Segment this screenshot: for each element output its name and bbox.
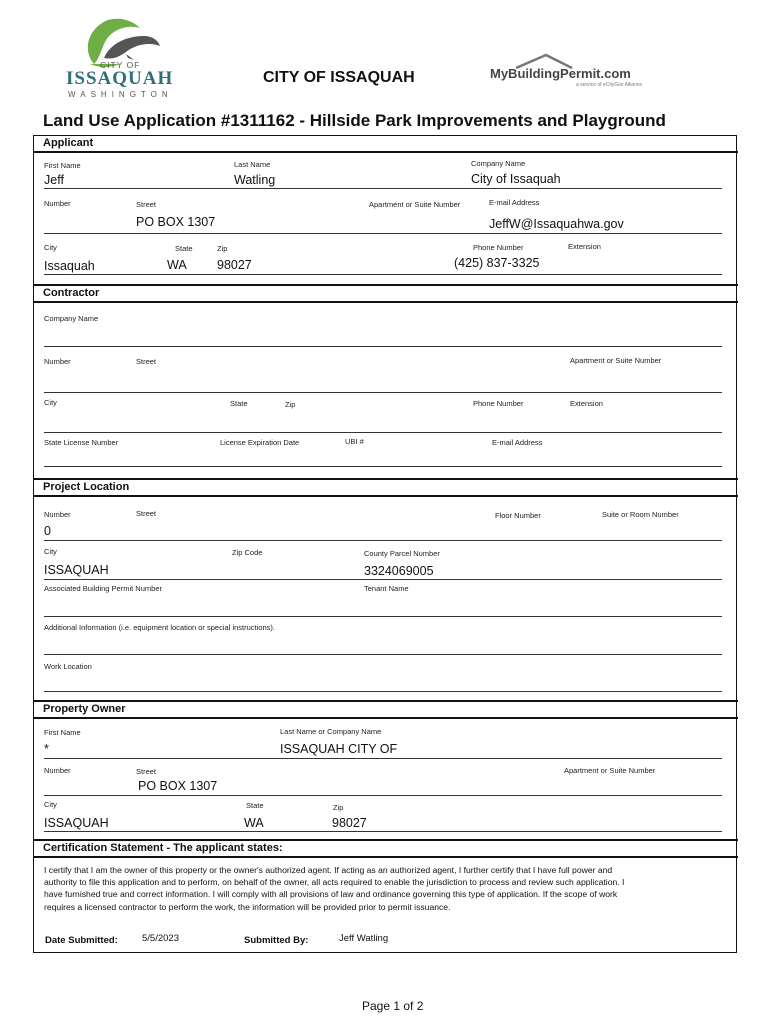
divider [34, 700, 738, 702]
underline [44, 758, 722, 759]
divider [34, 284, 738, 286]
mybuildingpermit-logo [490, 52, 660, 88]
location-work-location-label: Work Location [44, 662, 92, 671]
owner-first-name-label: First Name [44, 728, 81, 737]
applicant-zip: 98027 [217, 258, 252, 272]
applicant-first-name: Jeff [44, 173, 64, 187]
underline [44, 795, 722, 796]
applicant-street-label: Street [136, 200, 157, 209]
location-suite-label: Suite or Room Number [602, 510, 679, 519]
location-parcel: 3324069005 [364, 564, 434, 578]
owner-first-name: * [44, 742, 49, 756]
divider [34, 495, 738, 497]
owner-last-name-label: Last Name or Company Name [280, 727, 382, 736]
underline [44, 466, 722, 467]
applicant-zip-label: Zip [217, 244, 228, 253]
section-project-location: Project Location [43, 481, 130, 493]
certification-line: I certify that I am the owner of this property or the owner's authorized agent. If acting as an authorized agent, I further certify that I have full power and [44, 865, 613, 875]
owner-street-label: Street [136, 767, 157, 776]
contractor-street-label: Street [136, 357, 157, 366]
section-certification: Certification Statement - The applicant states: [43, 842, 283, 854]
contractor-expiration-label: License Expiration Date [220, 438, 300, 447]
applicant-last-name-label: Last Name [234, 160, 271, 169]
section-property-owner: Property Owner [43, 703, 126, 715]
certification-line: requires a licensed contractor to perform the work, the information will be provided prior to permit issuance. [44, 901, 451, 912]
underline [44, 654, 722, 655]
underline [44, 616, 722, 617]
location-additional-label: Additional Information (i.e. equipment location or special instructions). [44, 623, 275, 632]
location-tenant-label: Tenant Name [364, 584, 409, 593]
contractor-company-label: Company Name [44, 314, 99, 323]
section-applicant: Applicant [43, 137, 94, 149]
applicant-extension-label: Extension [568, 242, 601, 251]
city-logo [60, 14, 180, 100]
applicant-number-label: Number [44, 199, 71, 208]
main-title: Land Use Application #1311162 - Hillside Park Improvements and Playground [43, 111, 666, 130]
owner-zip: 98027 [332, 816, 367, 830]
applicant-first-name-label: First Name [44, 161, 81, 170]
logo-city-of: CITY OF [100, 60, 141, 70]
certification-line: authority to file this application and to perform, on behalf of the owner, all acts required to enable the jurisdiction to process and review such application. I [44, 877, 625, 888]
location-number: 0 [44, 524, 51, 538]
applicant-company-label: Company Name [471, 159, 526, 168]
contractor-email-label: E-mail Address [492, 438, 543, 447]
applicant-state: WA [167, 258, 187, 272]
section-contractor: Contractor [43, 287, 100, 299]
applicant-city: Issaquah [44, 259, 95, 273]
owner-apt-label: Apartment or Suite Number [564, 766, 656, 775]
divider [34, 151, 738, 153]
underline [44, 346, 722, 347]
certification-text [44, 864, 734, 913]
contractor-extension-label: Extension [570, 399, 603, 408]
contractor-apt-label: Apartment or Suite Number [570, 356, 662, 365]
underline [44, 392, 722, 393]
page-number: Page 1 of 2 [362, 999, 424, 1013]
contractor-number-label: Number [44, 357, 71, 366]
applicant-email-label: E-mail Address [489, 198, 540, 207]
location-number-label: Number [44, 510, 71, 519]
contractor-zip-label: Zip [285, 400, 296, 409]
underline [44, 579, 722, 580]
contractor-state-label: State [230, 399, 248, 408]
divider [34, 478, 738, 480]
location-zip-label: Zip Code [232, 548, 263, 557]
contractor-phone-label: Phone Number [473, 399, 524, 408]
city-title: CITY OF ISSAQUAH [263, 69, 415, 86]
location-city: ISSAQUAH [44, 563, 109, 577]
location-city-label: City [44, 547, 57, 556]
owner-last-name: ISSAQUAH CITY OF [280, 742, 398, 756]
location-floor-label: Floor Number [495, 511, 541, 520]
applicant-city-label: City [44, 243, 57, 252]
underline [44, 274, 722, 275]
location-assoc-permit-label: Associated Building Permit Number [44, 584, 162, 593]
logo-washington: WASHINGTON [68, 90, 173, 99]
divider [34, 717, 738, 719]
underline [44, 432, 722, 433]
applicant-phone: (425) 837-3325 [454, 256, 540, 270]
applicant-last-name: Watling [234, 173, 276, 187]
owner-number-label: Number [44, 766, 71, 775]
divider [34, 856, 738, 858]
submitted-by-label: Submitted By: [244, 935, 309, 946]
owner-state: WA [244, 816, 264, 830]
logo-issaquah: ISSAQUAH [66, 68, 174, 89]
date-submitted: 5/5/2023 [142, 933, 179, 944]
underline [44, 831, 722, 832]
mbp-brand: MyBuildingPermit.com [490, 66, 631, 81]
submitted-by: Jeff Watling [339, 933, 389, 944]
location-street-label: Street [136, 509, 157, 518]
applicant-street: PO BOX 1307 [136, 215, 216, 229]
applicant-email: JeffW@Issaquahwa.gov [489, 217, 624, 231]
applicant-state-label: State [175, 244, 193, 253]
applicant-company: City of Issaquah [471, 172, 561, 186]
owner-street: PO BOX 1307 [138, 779, 218, 793]
applicant-phone-label: Phone Number [473, 243, 524, 252]
applicant-apt-label: Apartment or Suite Number [369, 200, 461, 209]
contractor-license-label: State License Number [44, 438, 119, 447]
underline [44, 540, 722, 541]
divider [34, 301, 738, 303]
owner-city-label: City [44, 800, 57, 809]
date-submitted-label: Date Submitted: [45, 935, 118, 946]
underline [44, 188, 722, 189]
contractor-ubi-label: UBI # [345, 437, 364, 446]
underline [44, 233, 722, 234]
certification-line: have furnished true and correct information. I will comply with all provisions of law and ordinance governing this type of application. If the scope of work [44, 889, 618, 900]
mbp-tagline: a service of eCityGov Alliance [576, 82, 643, 88]
contractor-city-label: City [44, 398, 57, 407]
owner-state-label: State [246, 801, 264, 810]
divider [34, 839, 738, 841]
location-parcel-label: County Parcel Number [364, 549, 440, 558]
owner-zip-label: Zip [333, 803, 344, 812]
underline [44, 691, 722, 692]
owner-city: ISSAQUAH [44, 816, 109, 830]
